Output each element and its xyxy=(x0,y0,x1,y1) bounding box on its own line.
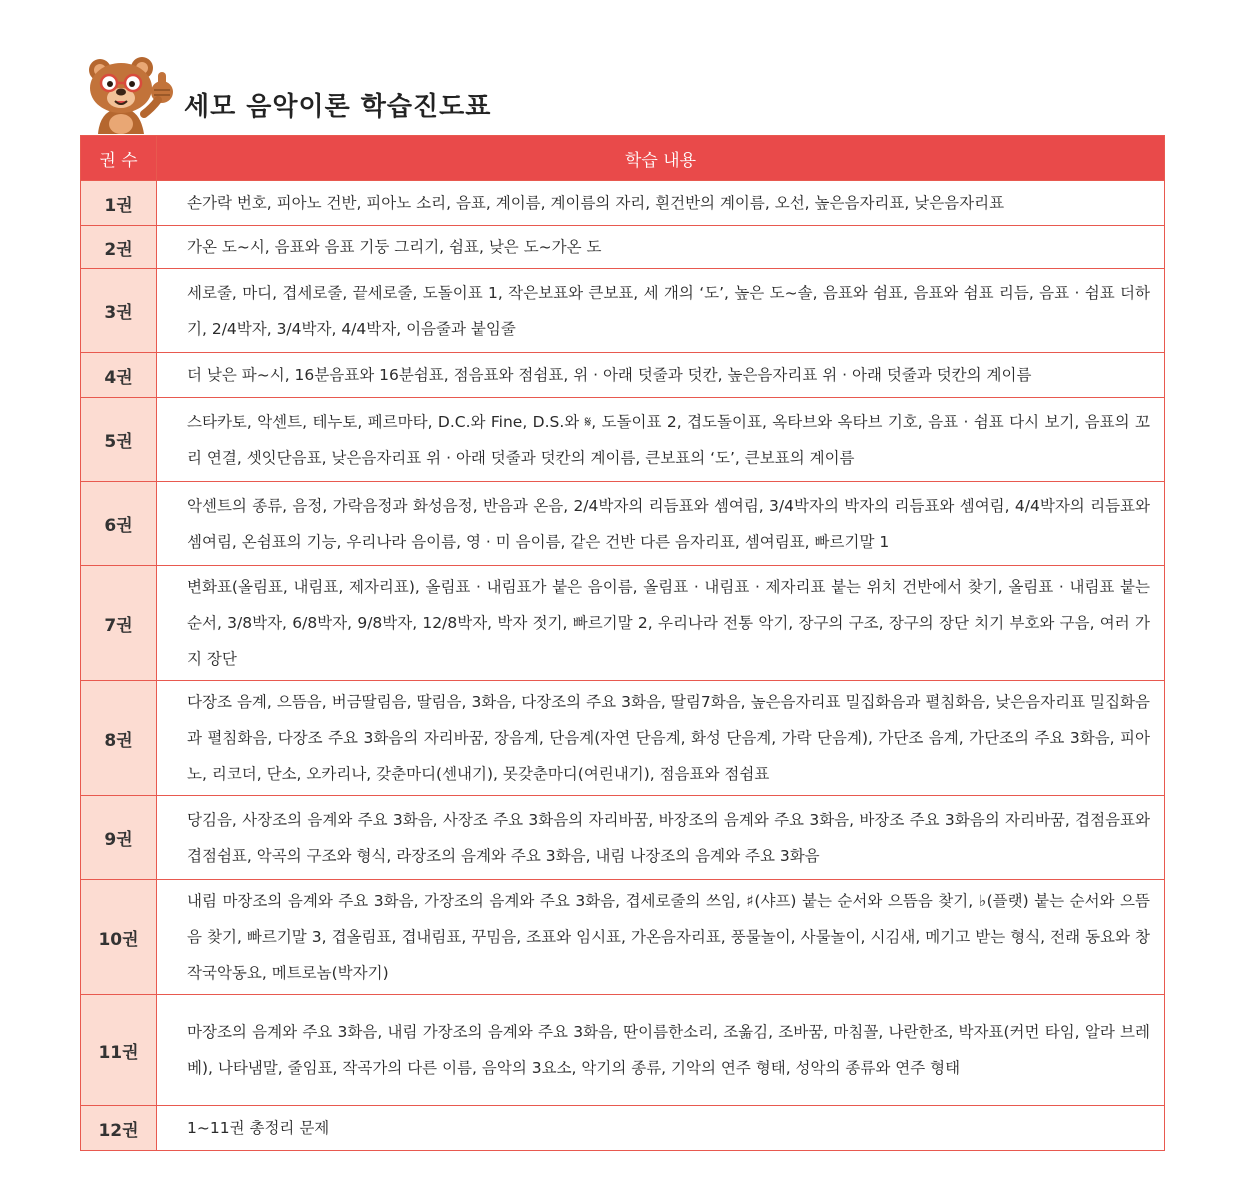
content-cell: 세로줄, 마디, 겹세로줄, 끝세로줄, 도돌이표 1, 작은보표와 큰보표, 세 개의 ‘도’, 높은 도~솔, 음표와 쉼표, 음표와 쉼표 리듬, 음표 · 쉼표 더하기, 2/4박자, 3/4박자, 4/4박자, 이음줄과 붙임줄 xyxy=(157,269,1165,353)
table-row xyxy=(81,226,1165,269)
table-row xyxy=(81,995,1165,1106)
page-header xyxy=(80,52,780,134)
volume-cell: 4권 xyxy=(81,353,157,398)
content-cell: 더 낮은 파~시, 16분음표와 16분쉼표, 점음표와 점쉼표, 위 · 아래 덧줄과 덧칸, 높은음자리표 위 · 아래 덧줄과 덧칸의 계이름 xyxy=(157,353,1165,398)
table-row xyxy=(81,353,1165,398)
content-cell: 가온 도~시, 음표와 음표 기둥 그리기, 쉼표, 낮은 도~가온 도 xyxy=(157,226,1165,269)
volume-cell: 6권 xyxy=(81,482,157,566)
table-row xyxy=(81,681,1165,796)
table-row xyxy=(81,880,1165,995)
table-row xyxy=(81,181,1165,226)
volume-cell: 9권 xyxy=(81,796,157,880)
content-cell: 변화표(올림표, 내림표, 제자리표), 올림표 · 내림표가 붙은 음이름, 올림표 · 내림표 · 제자리표 붙는 위치 건반에서 찾기, 올림표 · 내림표 붙는 순서, 3/8박자, 6/8박자, 9/8박자, 12/8박자, 박자 젓기, 빠르기말 2, 우리나라 전통 악기, 장구의 구조, 장구의 장단 치기 부호와 구음, 여러 가지 장단 xyxy=(157,566,1165,681)
table-row xyxy=(81,796,1165,880)
table-row xyxy=(81,482,1165,566)
volume-cell: 2권 xyxy=(81,226,157,269)
progress-table xyxy=(80,135,1165,1151)
content-cell: 스타카토, 악센트, 테누토, 페르마타, D.C.와 Fine, D.S.와 𝄋, 도돌이표 2, 겹도돌이표, 옥타브와 옥타브 기호, 음표 · 쉼표 다시 보기, 음표의 꼬리 연결, 셋잇단음표, 낮은음자리표 위 · 아래 덧줄과 덧칸의 계이름, 큰보표의 ‘도’, 큰보표의 계이름 xyxy=(157,398,1165,482)
volume-cell: 5권 xyxy=(81,398,157,482)
table-row xyxy=(81,566,1165,681)
volume-cell: 7권 xyxy=(81,566,157,681)
content-cell: 다장조 음계, 으뜸음, 버금딸림음, 딸림음, 3화음, 다장조의 주요 3화음, 딸림7화음, 높은음자리표 밀집화음과 펼침화음, 낮은음자리표 밀집화음과 펼침화음, 다장조 주요 3화음의 자리바꿈, 장음계, 단음계(자연 단음계, 화성 단음계, 가락 단음계), 가단조 음계, 가단조의 주요 3화음, 피아노, 리코더, 단소, 오카리나, 갖춘마디(센내기), 못갖춘마디(여린내기), 점음표와 점쉼표 xyxy=(157,681,1165,796)
content-cell: 당김음, 사장조의 음계와 주요 3화음, 사장조 주요 3화음의 자리바꿈, 바장조의 음계와 주요 3화음, 바장조 주요 3화음의 자리바꿈, 겹점음표와 겹점쉼표, 악곡의 구조와 형식, 라장조의 음계와 주요 3화음, 내림 나장조의 음계와 주요 3화음 xyxy=(157,796,1165,880)
volume-cell: 12권 xyxy=(81,1106,157,1151)
column-header-volume: 권 수 xyxy=(81,136,157,181)
volume-cell: 10권 xyxy=(81,880,157,995)
volume-cell: 8권 xyxy=(81,681,157,796)
page-title: 세모 음악이론 학습진도표 xyxy=(184,92,492,122)
table-row xyxy=(81,269,1165,353)
content-cell: 손가락 번호, 피아노 건반, 피아노 소리, 음표, 계이름, 계이름의 자리, 흰건반의 계이름, 오선, 높은음자리표, 낮은음자리표 xyxy=(157,181,1165,226)
column-header-content: 학습 내용 xyxy=(157,136,1165,181)
volume-cell: 1권 xyxy=(81,181,157,226)
bear-mascot-icon xyxy=(80,52,184,134)
volume-cell: 11권 xyxy=(81,995,157,1106)
volume-cell: 3권 xyxy=(81,269,157,353)
content-cell: 마장조의 음계와 주요 3화음, 내림 가장조의 음계와 주요 3화음, 딴이름한소리, 조옮김, 조바꿈, 마침꼴, 나란한조, 박자표(커먼 타임, 알라 브레베), 나타냄말, 줄임표, 작곡가의 다른 이름, 음악의 3요소, 악기의 종류, 기악의 연주 형태, 성악의 종류와 연주 형태 xyxy=(157,995,1165,1106)
content-cell: 내림 마장조의 음계와 주요 3화음, 가장조의 음계와 주요 3화음, 겹세로줄의 쓰임, ♯(샤프) 붙는 순서와 으뜸음 찾기, ♭(플랫) 붙는 순서와 으뜸음 찾기, 빠르기말 3, 겹올림표, 겹내림표, 꾸밈음, 조표와 임시표, 가온음자리표, 풍물놀이, 사물놀이, 시김새, 메기고 받는 형식, 전래 동요와 창작국악동요, 메트로놈(박자기) xyxy=(157,880,1165,995)
table-row xyxy=(81,398,1165,482)
table-header-row xyxy=(81,136,1165,181)
table-row xyxy=(81,1106,1165,1151)
content-cell: 1~11권 총정리 문제 xyxy=(157,1106,1165,1151)
content-cell: 악센트의 종류, 음정, 가락음정과 화성음정, 반음과 온음, 2/4박자의 리듬표와 셈여림, 3/4박자의 박자의 리듬표와 셈여림, 4/4박자의 리듬표와 셈여림, 온쉼표의 기능, 우리나라 음이름, 영 · 미 음이름, 같은 건반 다른 음자리표, 셈여림표, 빠르기말 1 xyxy=(157,482,1165,566)
